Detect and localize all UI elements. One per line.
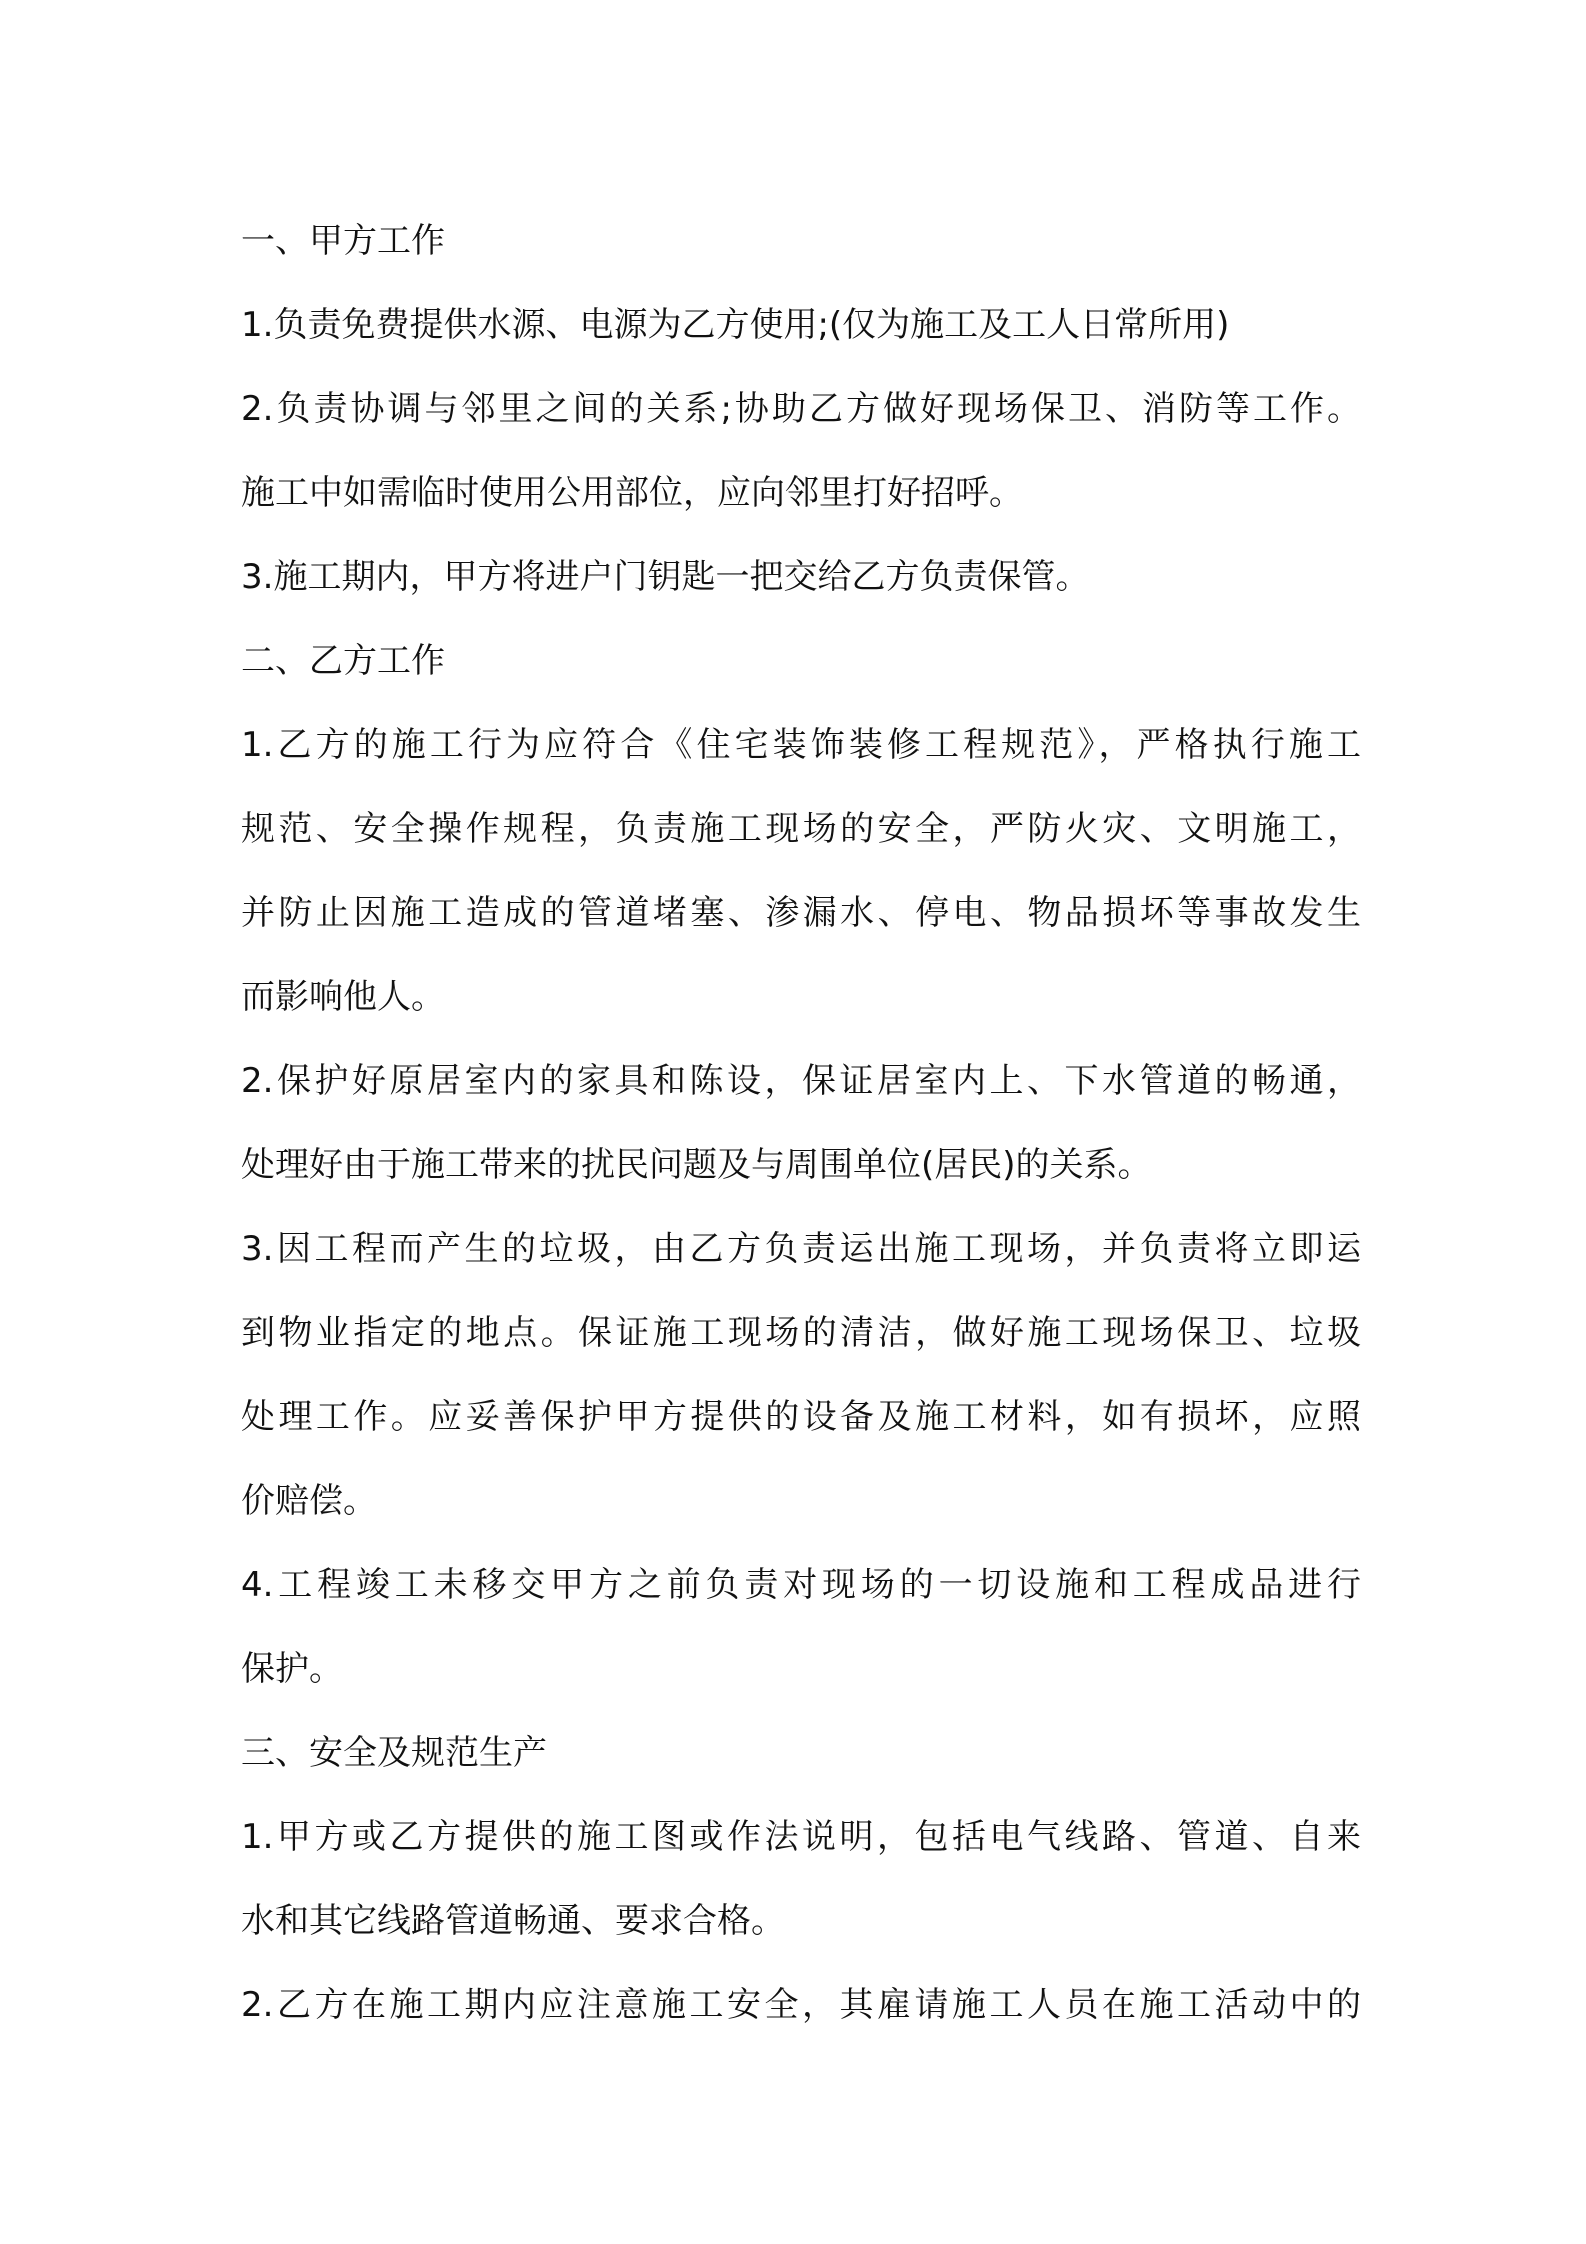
paragraph-line: 1.乙方的施工行为应符合《住宅装饰装修工程规范》，严格执行施工 xyxy=(241,725,1361,765)
paragraph-line: 而影响他人。 xyxy=(241,977,445,1017)
paragraph-line: 2.负责协调与邻里之间的关系;协助乙方做好现场保卫、消防等工作。 xyxy=(241,389,1361,429)
document-body xyxy=(241,199,1361,2047)
paragraph-line: 保护。 xyxy=(241,1649,343,1689)
paragraph-line: 处理工作。应妥善保护甲方提供的设备及施工材料，如有损坏，应照 xyxy=(241,1397,1361,1437)
paragraph-line: 2.乙方在施工期内应注意施工安全，其雇请施工人员在施工活动中的 xyxy=(241,1985,1361,2025)
paragraph-line: 3.施工期内，甲方将进户门钥匙一把交给乙方负责保管。 xyxy=(241,557,1090,597)
section-heading-party-a: 一、甲方工作 xyxy=(241,221,445,261)
paragraph-line: 3.因工程而产生的垃圾，由乙方负责运出施工现场，并负责将立即运 xyxy=(241,1229,1361,1269)
paragraph-line: 到物业指定的地点。保证施工现场的清洁，做好施工现场保卫、垃圾 xyxy=(241,1313,1361,1353)
paragraph-line: 并防止因施工造成的管道堵塞、渗漏水、停电、物品损坏等事故发生 xyxy=(241,893,1361,933)
paragraph-line: 价赔偿。 xyxy=(241,1481,377,1521)
section-heading-safety: 三、安全及规范生产 xyxy=(241,1733,547,1773)
paragraph-line: 水和其它线路管道畅通、要求合格。 xyxy=(241,1901,785,1941)
paragraph-line: 处理好由于施工带来的扰民问题及与周围单位(居民)的关系。 xyxy=(241,1145,1152,1185)
paragraph-line: 2.保护好原居室内的家具和陈设，保证居室内上、下水管道的畅通， xyxy=(241,1061,1361,1101)
paragraph-line: 施工中如需临时使用公用部位，应向邻里打好招呼。 xyxy=(241,473,1023,513)
paragraph-line: 1.甲方或乙方提供的施工图或作法说明，包括电气线路、管道、自来 xyxy=(241,1817,1361,1857)
paragraph-line: 规范、安全操作规程，负责施工现场的安全，严防火灾、文明施工， xyxy=(241,809,1361,849)
section-heading-party-b: 二、乙方工作 xyxy=(241,641,445,681)
paragraph-line: 4.工程竣工未移交甲方之前负责对现场的一切设施和工程成品进行 xyxy=(241,1565,1361,1605)
paragraph-line: 1.负责免费提供水源、电源为乙方使用;(仅为施工及工人日常所用) xyxy=(241,305,1230,345)
